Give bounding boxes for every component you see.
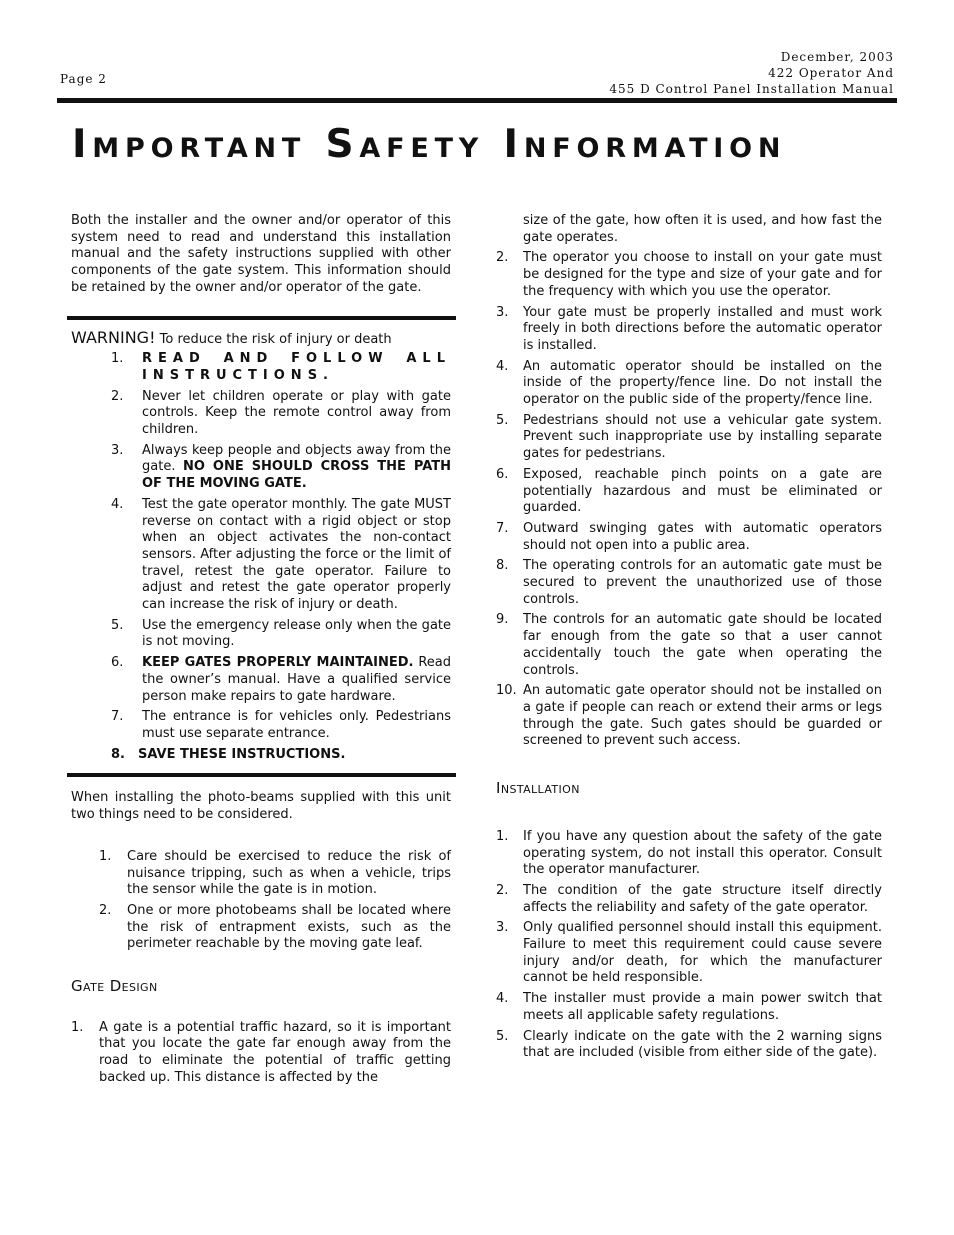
item-text: Pedestrians should not use a vehicular gate system. Prevent such inappropriate use by installing separate gates for pedestrians. xyxy=(523,412,882,462)
item-text: The operator you choose to install on your gate must be designed for the type and size of your gate and for the frequency with which you use the operator. xyxy=(523,250,882,299)
installation-list xyxy=(496,829,882,1062)
item-text: The entrance is for vehicles only. Pedestrians must use separate entrance. xyxy=(142,709,451,741)
header-doc-line1: 422 Operator And xyxy=(768,66,894,80)
item-number: 6. xyxy=(496,466,509,482)
warning-rule-bottom xyxy=(67,773,456,777)
list-item xyxy=(496,683,882,750)
item-text: Only qualified personnel should install this equipment. Failure to meet this requirement could cause severe injury and/or death, for which the manufacturer cannot be held responsible. xyxy=(523,920,882,986)
item-number: 1. xyxy=(99,848,112,864)
list-item xyxy=(71,497,451,614)
intro-paragraph: Both the installer and the owner and/or operator of this system need to read and understand this installation manual and the safety instructions supplied with other components of the gate system. This information should be retained by the owner and/or operator of the gate. xyxy=(71,213,451,295)
page-title: Important Safety Information xyxy=(72,122,787,167)
item-number: 3. xyxy=(496,920,509,936)
list-item xyxy=(496,920,882,987)
list-item xyxy=(496,413,882,463)
list-item xyxy=(496,829,882,879)
item-text: One or more photobeams shall be located where the risk of entrapment exists, such as the perimeter reachable by the moving gate leaf. xyxy=(127,902,451,952)
photobeam-list xyxy=(71,849,451,953)
item-number: 8. xyxy=(496,558,509,574)
item-number: 4. xyxy=(111,496,124,512)
item-text: The condition of the gate structure itself directly affects the reliability and safety of the gate operator. xyxy=(523,882,882,915)
item-number: 5. xyxy=(496,412,509,428)
list-item xyxy=(71,1020,451,1087)
item-number: 2. xyxy=(99,902,112,918)
list-item xyxy=(496,883,882,916)
item-number: 4. xyxy=(496,358,509,374)
warning-list xyxy=(71,351,451,763)
item-text: Outward swinging gates with automatic operators should not open into a public area. xyxy=(523,520,882,553)
item-number: 2. xyxy=(111,388,124,404)
item-bold-text: KEEP GATES PROPERLY MAINTAINED. xyxy=(142,655,414,671)
running-header xyxy=(609,49,894,97)
gate-design-list-part2 xyxy=(496,213,882,750)
item-text: Use the emergency release only when the gate is not moving. xyxy=(142,617,451,650)
item-number: 4. xyxy=(496,991,509,1007)
warning-label: WARNING! xyxy=(71,327,156,347)
item-text: Always keep people and objects away from the gate. xyxy=(142,442,451,475)
item-text: If you have any question about the safety of the gate operating system, do not install this operator. Consult the operator manufacturer. xyxy=(523,828,882,878)
item-text: Test the gate operator monthly. The gate MUST reverse on contact with a rigid object or stop when an object activates the non-contact sensors. After adjusting the force or the limit of travel, retest the gate operator. Failure to adjust and retest the gate operator properly can increase the risk of injury or death. xyxy=(142,496,451,613)
list-item xyxy=(71,849,451,899)
item-text: Your gate must be properly installed and must work freely in both directions before the automatic operator is installed. xyxy=(523,304,882,353)
item-number: 1. xyxy=(496,828,509,844)
right-column xyxy=(496,213,882,1066)
list-item-continued xyxy=(496,213,882,246)
installation-heading: Installation xyxy=(496,779,580,798)
list-item xyxy=(71,618,451,651)
item-number: 2. xyxy=(496,882,509,898)
item-bold-text: SAVE THESE INSTRUCTIONS. xyxy=(138,746,346,762)
item-bold-text: NO ONE SHOULD CROSS THE PATH OF THE MOVING GATE. xyxy=(142,459,451,492)
list-item xyxy=(71,903,451,953)
header-doc-line2: 455 D Control Panel Installation Manual xyxy=(609,82,894,96)
list-item xyxy=(496,1029,882,1062)
item-number: 5. xyxy=(496,1028,509,1044)
item-number: 3. xyxy=(111,442,124,458)
item-text: A gate is a potential traffic hazard, so it is important that you locate the gate far enough away from the road to eliminate the potential of traffic getting backed up. This distance is affected by the xyxy=(99,1019,451,1085)
page-number: Page 2 xyxy=(60,72,107,86)
list-item xyxy=(496,305,882,355)
item-number: 5. xyxy=(111,617,124,633)
gate-design-heading: Gate Design xyxy=(71,977,158,996)
header-rule xyxy=(57,98,897,103)
warning-heading xyxy=(71,327,451,349)
list-item xyxy=(496,467,882,517)
warning-text: To reduce the risk of injury or death xyxy=(159,331,392,347)
item-number: 7. xyxy=(111,709,124,725)
item-bold-text: READ AND FOLLOW ALL INSTRUCTIONS. xyxy=(142,351,451,383)
item-text: The installer must provide a main power switch that meets all applicable safety regulations. xyxy=(523,991,882,1023)
item-number: 1. xyxy=(111,351,124,367)
item-text: Read the owner’s manual. Have a qualified service person make repairs to gate hardware. xyxy=(142,655,451,704)
list-item xyxy=(496,521,882,554)
item-number: 10. xyxy=(496,683,517,699)
item-number: 1. xyxy=(71,1019,84,1035)
list-item xyxy=(496,612,882,679)
item-number: 9. xyxy=(496,612,509,628)
item-text: The operating controls for an automatic gate must be secured to prevent the unauthorized use of those controls. xyxy=(523,558,882,607)
list-item xyxy=(71,747,451,764)
item-number: 7. xyxy=(496,520,509,536)
warning-rule-top xyxy=(67,316,456,320)
list-item xyxy=(71,443,451,493)
header-date: December, 2003 xyxy=(780,50,894,64)
left-column xyxy=(71,213,451,1091)
gate-design-list-part1 xyxy=(71,1020,451,1087)
item-text: Exposed, reachable pinch points on a gate are potentially hazardous and must be eliminated or guarded. xyxy=(523,466,882,516)
item-number: 8. xyxy=(111,746,125,762)
item-number: 3. xyxy=(496,304,509,320)
item-text: Clearly indicate on the gate with the 2 warning signs that are included (visible from either side of the gate). xyxy=(523,1028,882,1061)
list-item xyxy=(71,351,451,384)
item-number: 2. xyxy=(496,250,509,266)
list-item xyxy=(496,991,882,1024)
list-item xyxy=(496,250,882,300)
photobeam-intro: When installing the photo-beams supplied with this unit two things need to be considered. xyxy=(71,790,451,823)
item-number: 6. xyxy=(111,655,124,671)
list-item xyxy=(496,359,882,409)
list-item xyxy=(496,558,882,608)
item-text: An automatic gate operator should not be installed on a gate if people can reach or extend their arms or legs through the gate. Such gates should be guarded or screened to prevent such access. xyxy=(523,683,882,749)
item-text: An automatic operator should be installed on the inside of the property/fence line. Do not install the operator on the public side of the property/fence line. xyxy=(523,358,882,408)
item-text: The controls for an automatic gate should be located far enough from the gate so that a user cannot accidentally touch the gate when operating the controls. xyxy=(523,612,882,678)
item-text: Care should be exercised to reduce the risk of nuisance tripping, such as when a vehicle, trips the sensor while the gate is in motion. xyxy=(127,848,451,898)
list-item xyxy=(71,655,451,705)
list-item xyxy=(71,389,451,439)
item-text: size of the gate, how often it is used, and how fast the gate operates. xyxy=(523,213,882,245)
item-text: Never let children operate or play with gate controls. Keep the remote control away from children. xyxy=(142,388,451,438)
list-item xyxy=(71,709,451,742)
